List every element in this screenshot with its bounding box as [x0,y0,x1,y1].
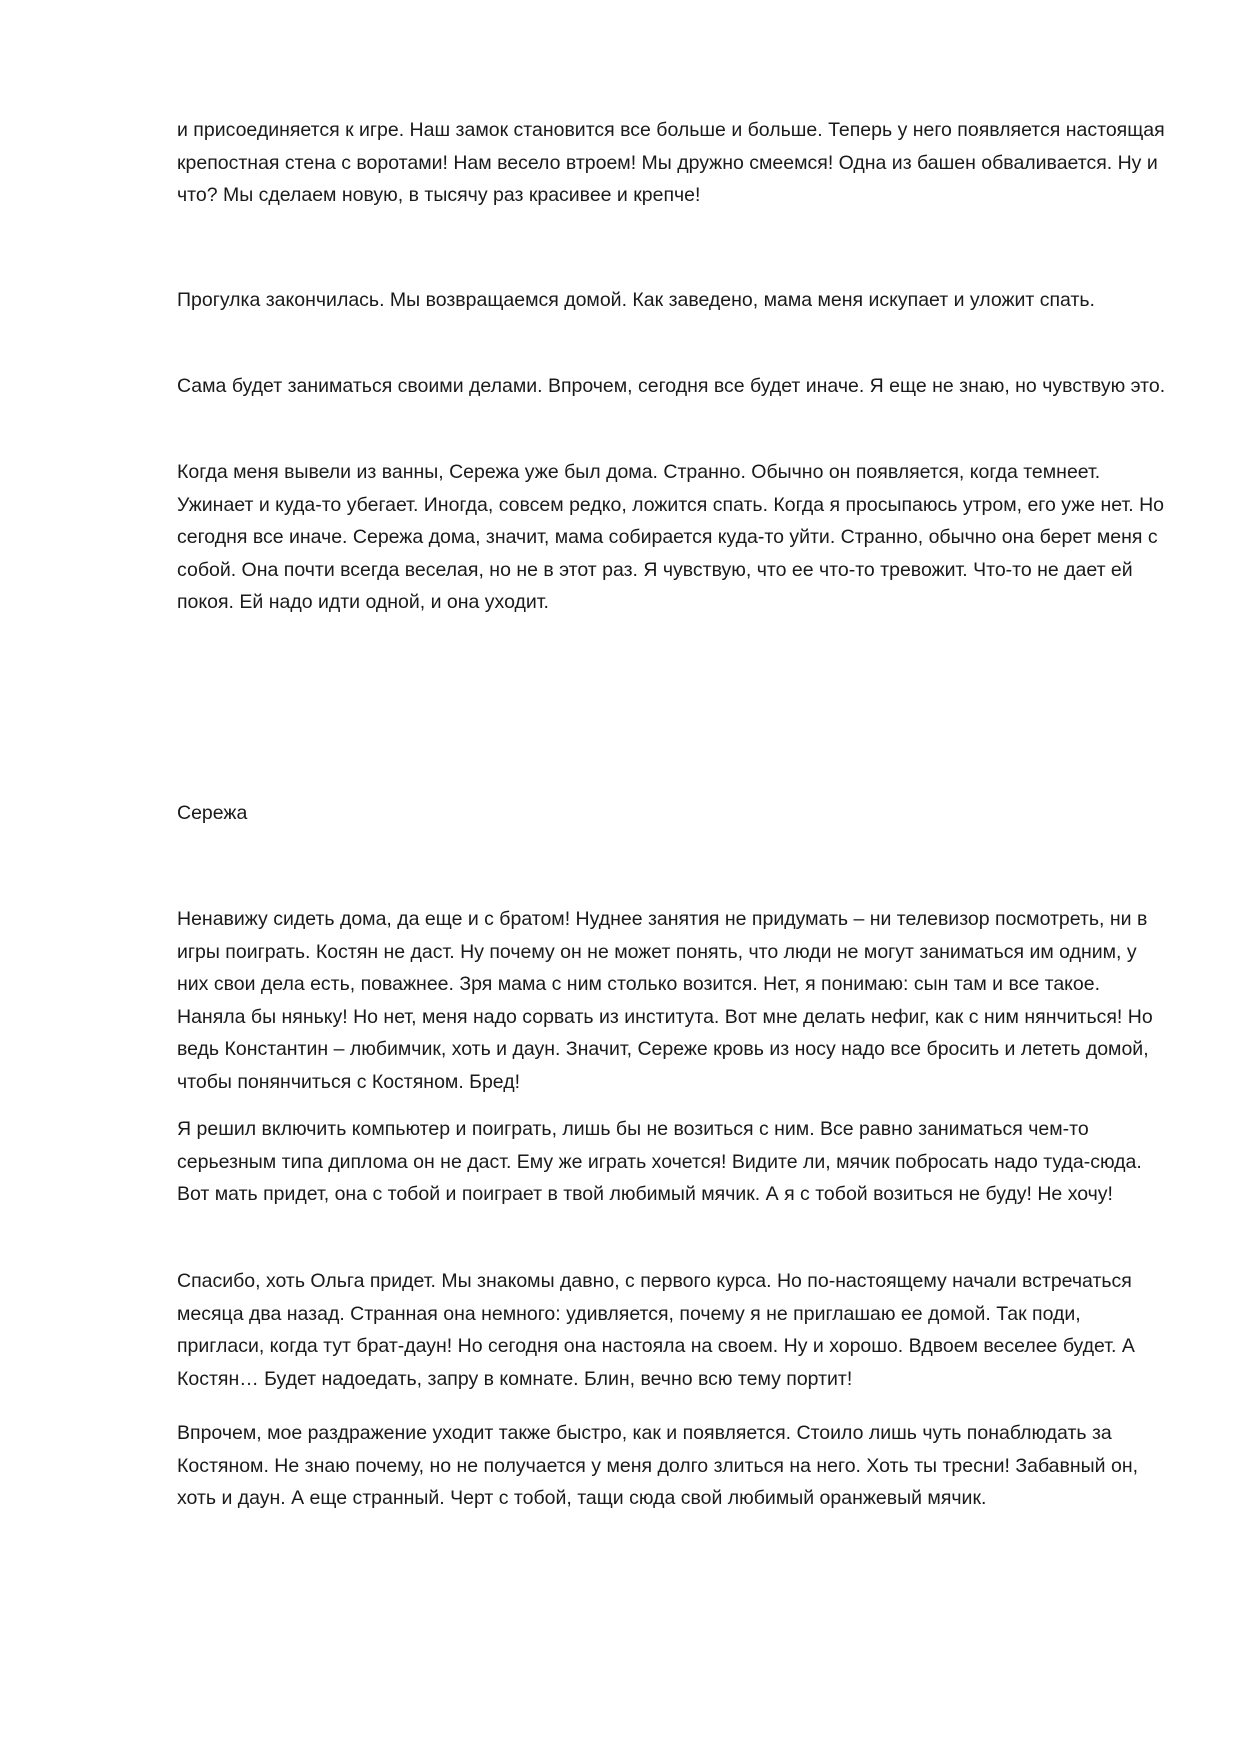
paragraph: Прогулка закончилась. Мы возвращаемся домой. Как заведено, мама меня искупает и уложит спать. [177,289,1095,311]
paragraph: Спасибо, хоть Ольга придет. Мы знакомы давно, с первого курса. Но по-настоящему начали встречаться месяца два назад. Странная она немного: удивляется, почему я не приглашаю ее домой. Так поди, пригласи, когда тут брат-даун! Но сегодня она настояла на своем. Ну и хорошо. Вдвоем веселее будет. А Костян… Будет надоедать, запру в комнате. Блин, вечно всю тему портит! [177,1270,1135,1390]
paragraph: и присоединяется к игре. Наш замок становится все больше и больше. Теперь у него появляется настоящая крепостная стена с воротами! Нам весело втроем! Мы дружно смеемся! Одна из башен обваливается. Ну и что? Мы сделаем новую, в тысячу раз красивее и крепче! [177,119,1165,207]
paragraph: Впрочем, мое раздражение уходит также быстро, как и появляется. Стоило лишь чуть понаблюдать за Костяном. Не знаю почему, но не получается у меня долго злиться на него. Хоть ты тресни! Забавный он, хоть и даун. А еще странный. Черт с тобой, тащи сюда свой любимый оранжевый мячик. [177,1422,1139,1510]
paragraph: Ненавижу сидеть дома, да еще и с братом! Нуднее занятия не придумать – ни телевизор посмотреть, ни в игры поиграть. Костян не даст. Ну почему он не может понять, что люди не могут заниматься им одним, у них свои дела есть, поважнее. Зря мама с ним столько возится. Нет, я понимаю: сын там и все такое. Наняла бы няньку! Но нет, меня надо сорвать из института. Вот мне делать нефиг, как с ним нянчиться! Но ведь Константин – любимчик, хоть и даун. Значит, Сереже кровь из носу надо все бросить и лететь домой, чтобы понянчиться с Костяном. Бред! [177,908,1153,1093]
paragraph: Я решил включить компьютер и поиграть, лишь бы не возиться с ним. Все равно заниматься чем-то серьезным типа диплома он не даст. Ему же играть хочется! Видите ли, мячик побросать надо туда-сюда. Вот мать придет, она с тобой и поиграет в твой любимый мячик. А я с тобой возиться не буду! Не хочу! [177,1118,1142,1206]
paragraph: Сама будет заниматься своими делами. Впрочем, сегодня все будет иначе. Я еще не знаю, но чувствую это. [177,375,1166,397]
paragraph: Когда меня вывели из ванны, Сережа уже был дома. Странно. Обычно он появляется, когда темнеет. Ужинает и куда-то убегает. Иногда, совсем редко, ложится спать. Когда я просыпаюсь утром, его уже нет. Но сегодня все иначе. Сережа дома, значит, мама собирается куда-то уйти. Странно, обычно она берет меня с собой. Она почти всегда веселая, но не в этот раз. Я чувствую, что ее что-то тревожит. Что-то не дает ей покоя. Ей надо идти одной, и она уходит. [177,461,1165,614]
chapter-heading: Сережа [177,802,248,824]
